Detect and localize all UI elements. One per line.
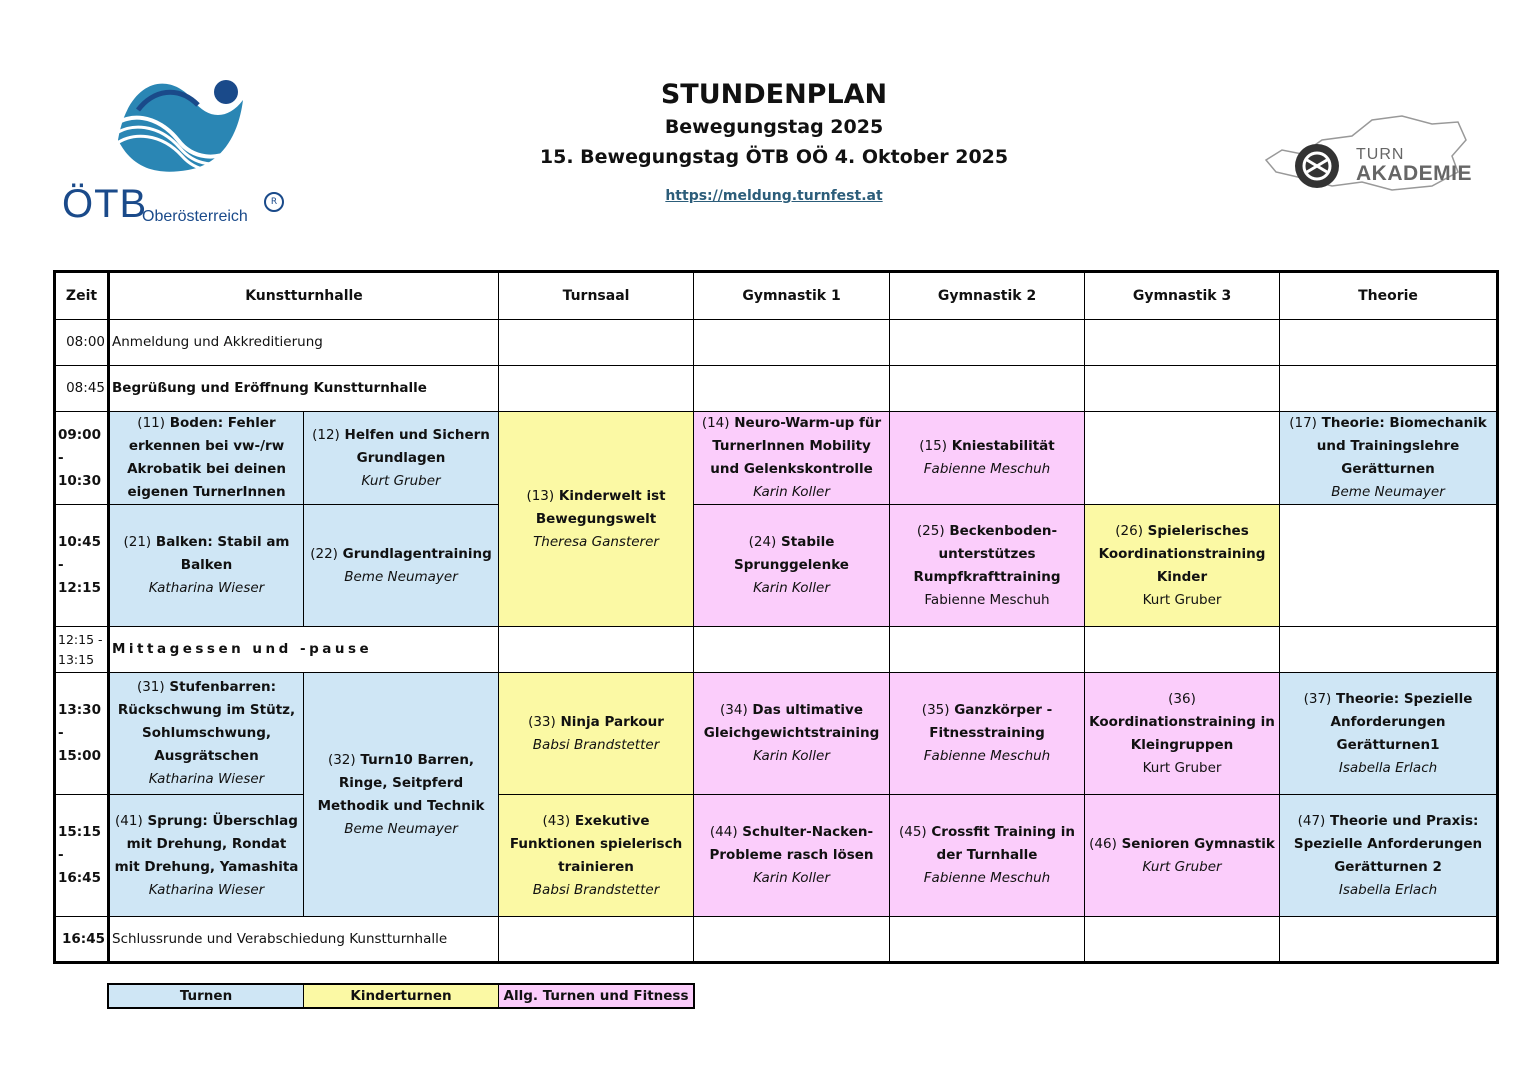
session-12	[304, 412, 499, 505]
session-17	[1280, 412, 1498, 505]
session-17-title: Theorie: Biomechanik und Trainingslehre Gerätturnen	[1316, 415, 1487, 477]
time-1645: 16:45	[55, 917, 109, 963]
session-14	[694, 412, 890, 505]
session-45-num: (45)	[898, 824, 927, 840]
session-12-lead: Kurt Gruber	[361, 472, 441, 489]
session-33-title: Ninja Parkour	[560, 713, 664, 730]
session-11-num: (11)	[137, 415, 166, 431]
turnakademie-line1: TURN	[1356, 146, 1405, 163]
session-13	[499, 412, 694, 627]
empty-cell	[1085, 627, 1280, 673]
empty-cell	[1085, 366, 1280, 412]
session-47	[1280, 795, 1498, 917]
empty-cell	[890, 627, 1085, 673]
session-11-title: Boden: Fehler erkennen bei vw-/rw Akrobatik bei deinen eigenen TurnerInnen	[127, 415, 286, 500]
session-13-num: (13)	[526, 487, 555, 504]
session-43	[499, 795, 694, 917]
registered-icon: R	[264, 192, 284, 212]
session-31-lead: Katharina Wieser	[148, 771, 265, 787]
empty-cell	[890, 366, 1085, 412]
session-15-num: (15)	[919, 438, 947, 454]
empty-cell	[1280, 366, 1498, 412]
empty-cell	[1085, 320, 1280, 366]
session-25-num: (25)	[916, 522, 945, 539]
session-31-title: Stufenbarren: Rückschwung im Stütz, Sohlumschwung, Ausgrätschen	[117, 679, 296, 764]
session-24-lead: Karin Koller	[753, 580, 830, 596]
session-25	[890, 505, 1085, 627]
session-21	[109, 505, 304, 627]
session-24-num: (24)	[748, 534, 777, 550]
session-36	[1085, 673, 1280, 795]
session-37	[1280, 673, 1498, 795]
event-title: 15. Bewegungstag ÖTB OÖ 4. Oktober 2025	[539, 146, 1009, 168]
session-22-num: (22)	[310, 545, 338, 562]
session-22	[304, 505, 499, 627]
schedule-table	[53, 270, 1499, 964]
session-41	[109, 795, 304, 917]
session-15	[890, 412, 1085, 505]
empty-cell	[499, 627, 694, 673]
event-anmeldung: Anmeldung und Akkreditierung	[109, 320, 499, 366]
session-26-lead: Kurt Gruber	[1142, 591, 1222, 608]
session-43-num: (43)	[542, 812, 571, 829]
session-43-title: Exekutive Funktionen spielerisch trainieren	[509, 812, 683, 875]
otb-logo-text: ÖTB	[62, 182, 148, 226]
empty-cell	[890, 320, 1085, 366]
session-25-lead: Fabienne Meschuh	[924, 591, 1050, 608]
session-37-num: (37)	[1303, 690, 1332, 707]
col-header-gymnastik2: Gymnastik 2	[890, 272, 1085, 320]
session-47-title: Theorie und Praxis: Spezielle Anforderungen Gerätturnen 2	[1293, 812, 1483, 875]
session-35	[890, 673, 1085, 795]
time-0845: 08:45	[55, 366, 109, 412]
empty-cell	[1280, 320, 1498, 366]
turnakademie-logo	[1262, 110, 1482, 200]
session-32-title: Turn10 Barren, Ringe, Seitpferd Methodik und Technik	[317, 751, 485, 814]
otb-logo-region: Oberösterreich	[142, 208, 248, 225]
empty-cell	[1280, 505, 1498, 627]
session-34-title: Das ultimative Gleichgewichtstraining	[703, 702, 880, 741]
empty-cell	[1280, 917, 1498, 963]
time-1515: 15:15 - 16:45	[55, 795, 109, 917]
session-25-title: Beckenboden-unterstützes Rumpfkrafttraining	[913, 522, 1061, 585]
session-14-lead: Karin Koller	[753, 484, 830, 500]
page-subtitle: Bewegungstag 2025	[664, 116, 884, 138]
session-22-title: Grundlagentraining	[342, 545, 492, 562]
session-21-title: Balken: Stabil am Balken	[155, 534, 290, 573]
session-21-num: (21)	[123, 534, 152, 550]
session-34-lead: Karin Koller	[753, 748, 830, 764]
session-44-num: (44)	[709, 824, 738, 840]
session-26	[1085, 505, 1280, 627]
session-46	[1085, 795, 1280, 917]
empty-cell	[694, 366, 890, 412]
session-15-lead: Fabienne Meschuh	[923, 461, 1051, 477]
session-47-num: (47)	[1297, 812, 1326, 829]
session-34-num: (34)	[720, 702, 748, 718]
turnakademie-line2: AKADEMIE	[1356, 162, 1473, 185]
empty-cell	[499, 917, 694, 963]
session-46-title: Senioren Gymnastik	[1121, 835, 1275, 852]
session-24-title: Stabile Sprunggelenke	[734, 534, 849, 573]
session-24	[694, 505, 890, 627]
col-header-gymnastik1: Gymnastik 1	[694, 272, 890, 320]
session-45	[890, 795, 1085, 917]
session-14-num: (14)	[701, 415, 730, 431]
page-title: STUNDENPLAN	[660, 79, 888, 110]
session-45-lead: Fabienne Meschuh	[923, 870, 1051, 886]
session-26-title: Spielerisches Koordinationstraining Kinder	[1098, 522, 1266, 585]
time-1330: 13:30 - 15:00	[55, 673, 109, 795]
session-11	[109, 412, 304, 505]
col-header-gymnastik3: Gymnastik 3	[1085, 272, 1280, 320]
event-begruessung: Begrüßung und Eröffnung Kunstturnhalle	[109, 366, 499, 412]
session-31	[109, 673, 304, 795]
col-header-zeit: Zeit	[55, 272, 109, 320]
time-0800: 08:00	[55, 320, 109, 366]
empty-cell	[499, 320, 694, 366]
session-32-lead: Beme Neumayer	[344, 820, 458, 837]
session-12-num: (12)	[312, 426, 340, 443]
empty-cell	[1085, 917, 1280, 963]
session-44	[694, 795, 890, 917]
time-1045: 10:45 - 12:15	[55, 505, 109, 627]
session-43-lead: Babsi Brandstetter	[532, 881, 660, 898]
session-36-lead: Kurt Gruber	[1142, 759, 1222, 776]
session-33	[499, 673, 694, 795]
session-32	[304, 673, 499, 917]
session-13-title: Kinderwelt ist Bewegungswelt	[535, 487, 666, 527]
page-header	[520, 78, 1028, 204]
session-12-title: Helfen und Sichern Grundlagen	[344, 426, 490, 466]
session-41-lead: Katharina Wieser	[148, 881, 265, 898]
empty-cell	[694, 627, 890, 673]
session-36-title: Koordinationstraining in Kleingruppen	[1089, 713, 1275, 753]
session-41-title: Sprung: Überschlag mit Drehung, Rondat mit Drehung, Yamashita	[114, 812, 299, 875]
legend-turnen: Turnen	[109, 985, 304, 1007]
session-15-title: Kniestabilität	[951, 438, 1055, 454]
event-mittagessen: Mittagessen und -pause	[109, 627, 499, 673]
otb-logo	[58, 70, 298, 230]
session-35-lead: Fabienne Meschuh	[923, 748, 1051, 764]
session-45-title: Crossfit Training in der Turnhalle	[931, 824, 1076, 863]
legend-fitness: Allg. Turnen und Fitness	[499, 985, 693, 1007]
time-0900: 09:00 - 10:30	[55, 412, 109, 505]
empty-cell	[694, 917, 890, 963]
registration-link[interactable]: https://meldung.turnfest.at	[665, 188, 883, 204]
col-header-turnsaal: Turnsaal	[499, 272, 694, 320]
legend-kinderturnen: Kinderturnen	[304, 985, 499, 1007]
otb-swoosh-icon	[98, 70, 248, 190]
empty-cell	[499, 366, 694, 412]
session-37-lead: Isabella Erlach	[1338, 759, 1438, 776]
session-33-lead: Babsi Brandstetter	[532, 736, 660, 753]
session-37-title: Theorie: Spezielle Anforderungen Gerätturnen1	[1330, 690, 1473, 753]
session-13-lead: Theresa Gansterer	[533, 533, 659, 550]
session-31-num: (31)	[136, 679, 165, 695]
session-26-num: (26)	[1115, 522, 1143, 539]
session-22-lead: Beme Neumayer	[344, 568, 458, 585]
session-41-num: (41)	[115, 812, 143, 829]
col-header-theorie: Theorie	[1280, 272, 1498, 320]
session-33-num: (33)	[528, 713, 556, 730]
empty-cell	[1085, 412, 1280, 505]
session-17-lead: Beme Neumayer	[1331, 484, 1445, 500]
empty-cell	[890, 917, 1085, 963]
session-44-title: Schulter-Nacken-Probleme rasch lösen	[709, 824, 874, 863]
session-44-lead: Karin Koller	[753, 870, 830, 886]
session-36-num: (36)	[1168, 690, 1196, 707]
session-46-lead: Kurt Gruber	[1142, 858, 1222, 875]
session-34	[694, 673, 890, 795]
empty-cell	[1280, 627, 1498, 673]
empty-cell	[694, 320, 890, 366]
time-1215: 12:15 - 13:15	[55, 627, 109, 673]
session-17-num: (17)	[1289, 415, 1317, 431]
session-35-title: Ganzkörper - Fitnesstraining	[929, 702, 1053, 741]
session-21-lead: Katharina Wieser	[148, 580, 265, 596]
session-47-lead: Isabella Erlach	[1338, 881, 1438, 898]
color-legend	[107, 983, 695, 1009]
event-schlussrunde: Schlussrunde und Verabschiedung Kunstturnhalle	[109, 917, 499, 963]
session-35-num: (35)	[921, 702, 950, 718]
col-header-kunstturnhalle: Kunstturnhalle	[109, 272, 499, 320]
session-32-num: (32)	[327, 751, 356, 768]
session-14-title: Neuro-Warm-up für TurnerInnen Mobility und Gelenkskontrolle	[710, 415, 882, 477]
session-46-num: (46)	[1089, 835, 1117, 852]
